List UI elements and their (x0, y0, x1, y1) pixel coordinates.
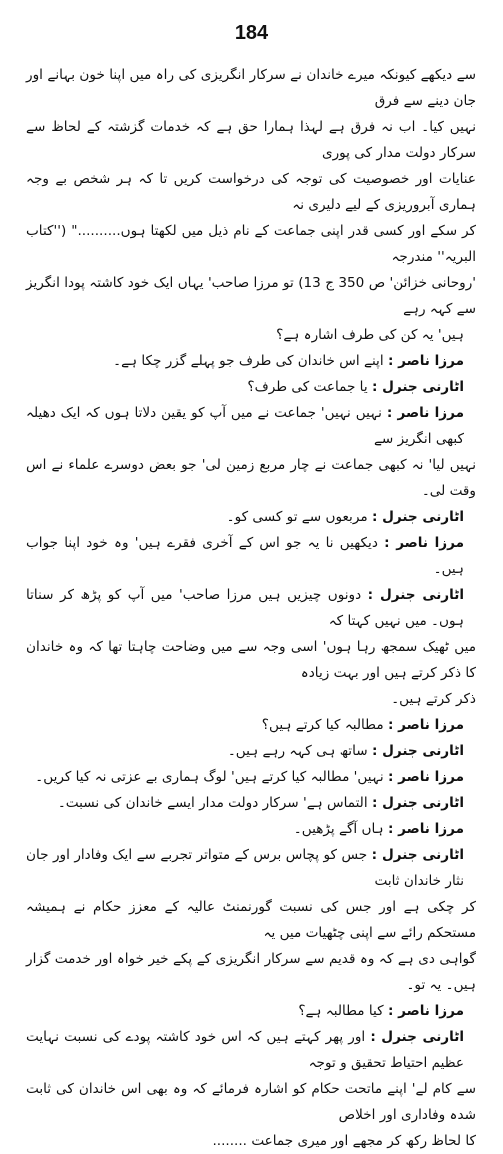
speaker-label: مرزا ناصر : (387, 717, 464, 733)
dialogue-text: مطالبہ کیا کرتے ہیں؟ (261, 717, 388, 733)
dialogue-entry (26, 400, 476, 504)
dialogue-text: نہیں نہیں' جماعت نے میں آپ کو یقین دلاتا ہوں کہ ایک دھیلہ کبھی انگریز سے (26, 405, 464, 447)
dialogue-entry (26, 348, 476, 374)
dialogue-line (26, 712, 476, 738)
dialogue-line (26, 764, 476, 790)
dialogue-line (26, 504, 476, 530)
dialogue-entry (26, 374, 476, 400)
text-line: میں ٹھیک سمجھ رہا ہوں' اسی وجہ سے میں وضاحت چاہتا تھا کہ وہ خاندان کا ذکر کرتے ہیں اور بہت زیادہ (26, 639, 476, 681)
text-line: نہیں کیا۔ اب نہ فرق ہے لہذا ہمارا حق ہے کہ خدمات گزشتہ کے لحاظ سے سرکار دولت مدار کی پوری (26, 119, 476, 161)
dialogue-text: اور پھر کہتے ہیں کہ اس خود کاشتہ پودے کی نسبت نہایت عظیم احتیاط تحقیق و توجہ (26, 1029, 464, 1071)
speaker-label: مرزا ناصر : (386, 405, 464, 421)
speaker-label: مرزا ناصر : (384, 535, 464, 551)
dialogue-text: کیا مطالبہ ہے؟ (298, 1003, 388, 1019)
page-number: 184 (234, 22, 269, 44)
dialogue-line (26, 816, 476, 842)
text-line: گواہی دی ہے کہ وہ قدیم سے سرکار انگریزی کے پکے خیر خواہ اور خدمت گزار ہیں۔ یہ تو۔ (26, 951, 476, 993)
speaker-label: اٹارنی جنرل : (371, 379, 464, 395)
dialogue-entry (26, 790, 476, 816)
text-line: ذکر کرتے ہیں۔ (391, 691, 476, 707)
speaker-label: مرزا ناصر : (387, 353, 464, 369)
dialogue-text: دیکھیں نا یہ جو اس کے آخری فقرے ہیں' وہ خود اپنا جواب ہیں۔ (26, 535, 464, 577)
text-line: عنایات اور خصوصیت کی توجہ کی درخواست کریں تا کہ ہر شخص بے وجہ ہماری آبروریزی کے لیے دلیری نہ (26, 171, 476, 213)
dialogue-text: نہیں' مطالبہ کیا کرتے ہیں' لوگ ہماری بے عزتی نہ کیا کریں۔ (35, 769, 388, 785)
dialogue-entry (26, 738, 476, 764)
page-body (26, 62, 476, 1154)
dialogue-line (26, 530, 476, 582)
dialogue-line (26, 374, 476, 400)
dialogue-line (26, 400, 476, 452)
dialogue-entry (26, 816, 476, 842)
speaker-label: مرزا ناصر : (387, 821, 464, 837)
dialogue-entry (26, 998, 476, 1024)
dialogue-entry (26, 504, 476, 530)
intro-paragraph (26, 62, 476, 348)
text-line: سے کام لے' اپنے ماتحت حکام کو اشارہ فرمائے کہ وہ بھی اس خاندان کی ثابت شدہ وفاداری اور اخلاص (26, 1081, 476, 1123)
dialogue-text: التماس ہے' سرکار دولت مدار ایسے خاندان کی نسبت۔ (57, 795, 372, 811)
dialogue-text: اپنے اس خاندان کی طرف جو پہلے گزر چکا ہے۔ (113, 353, 388, 369)
text-line: کر سکے اور کسی قدر اپنی جماعت کے نام ذیل میں لکھتا ہوں.........." (''کتاب البریہ'' مندرجہ (26, 223, 476, 265)
dialogue-entry (26, 530, 476, 582)
speaker-label: اٹارنی جنرل : (371, 743, 464, 759)
dialogue-entry (26, 582, 476, 712)
speaker-label: مرزا ناصر : (387, 769, 464, 785)
speaker-label: مرزا ناصر : (387, 1003, 464, 1019)
dialogue-line (26, 738, 476, 764)
text-line: کر چکی ہے اور جس کی نسبت گورنمنٹ عالیہ کے معزز حکام نے ہمیشہ مستحکم رائے سے اپنی چٹھیات میں یہ (26, 899, 476, 941)
dialogue-line (26, 582, 476, 634)
speaker-label: اٹارنی جنرل : (371, 509, 464, 525)
dialogue-line (26, 842, 476, 894)
text-line: سے دیکھے کیونکہ میرے خاندان نے سرکار انگریزی کی راہ میں اپنا خون بہانے اور جان دینے سے فرق (26, 67, 476, 109)
speaker-label: اٹارنی جنرل : (367, 587, 464, 603)
speaker-label: اٹارنی جنرل : (371, 795, 464, 811)
text-line: کا لحاظ رکھ کر مجھے اور میری جماعت ........ (212, 1133, 476, 1149)
dialogue-entry (26, 1024, 476, 1154)
speaker-label: اٹارنی جنرل : (370, 1029, 464, 1045)
dialogue-line (26, 998, 476, 1024)
text-line: 'روحانی خزائن' ص 350 ج 13) تو مرزا صاحب' یہاں ایک خود کاشتہ پودا انگریز سے کہہ رہے (26, 275, 476, 317)
text-line: نہیں لیا' نہ کبھی جماعت نے چار مربع زمین لی' جو بعض دوسرے علماء نے اس وقت لی۔ (26, 457, 476, 499)
dialogue-text: مربعوں سے تو کسی کو۔ (226, 509, 372, 525)
dialogue-text: دونوں چیزیں ہیں مرزا صاحب' میں آپ کو پڑھ کر سناتا ہوں۔ میں نہیں کہتا کہ (26, 587, 464, 629)
dialogue-entry (26, 764, 476, 790)
dialogue-line (26, 348, 476, 374)
text-line: ہیں' یہ کن کی طرف اشارہ ہے؟ (276, 327, 464, 343)
dialogue-text: ہاں آگے پڑھیں۔ (293, 821, 388, 837)
dialogue-entry (26, 712, 476, 738)
dialogue-line (26, 1024, 476, 1076)
dialogue-text: یا جماعت کی طرف؟ (247, 379, 372, 395)
speaker-label: اٹارنی جنرل : (371, 847, 464, 863)
dialogue-entry (26, 842, 476, 998)
dialogue-text: ساتھ ہی کہہ رہے ہیں۔ (227, 743, 372, 759)
dialogue-text: جس کو پچاس برس کے متواتر تجربے سے ایک وفادار اور جان نثار خاندان ثابت (26, 847, 464, 889)
dialogue (26, 348, 476, 1154)
dialogue-line (26, 790, 476, 816)
